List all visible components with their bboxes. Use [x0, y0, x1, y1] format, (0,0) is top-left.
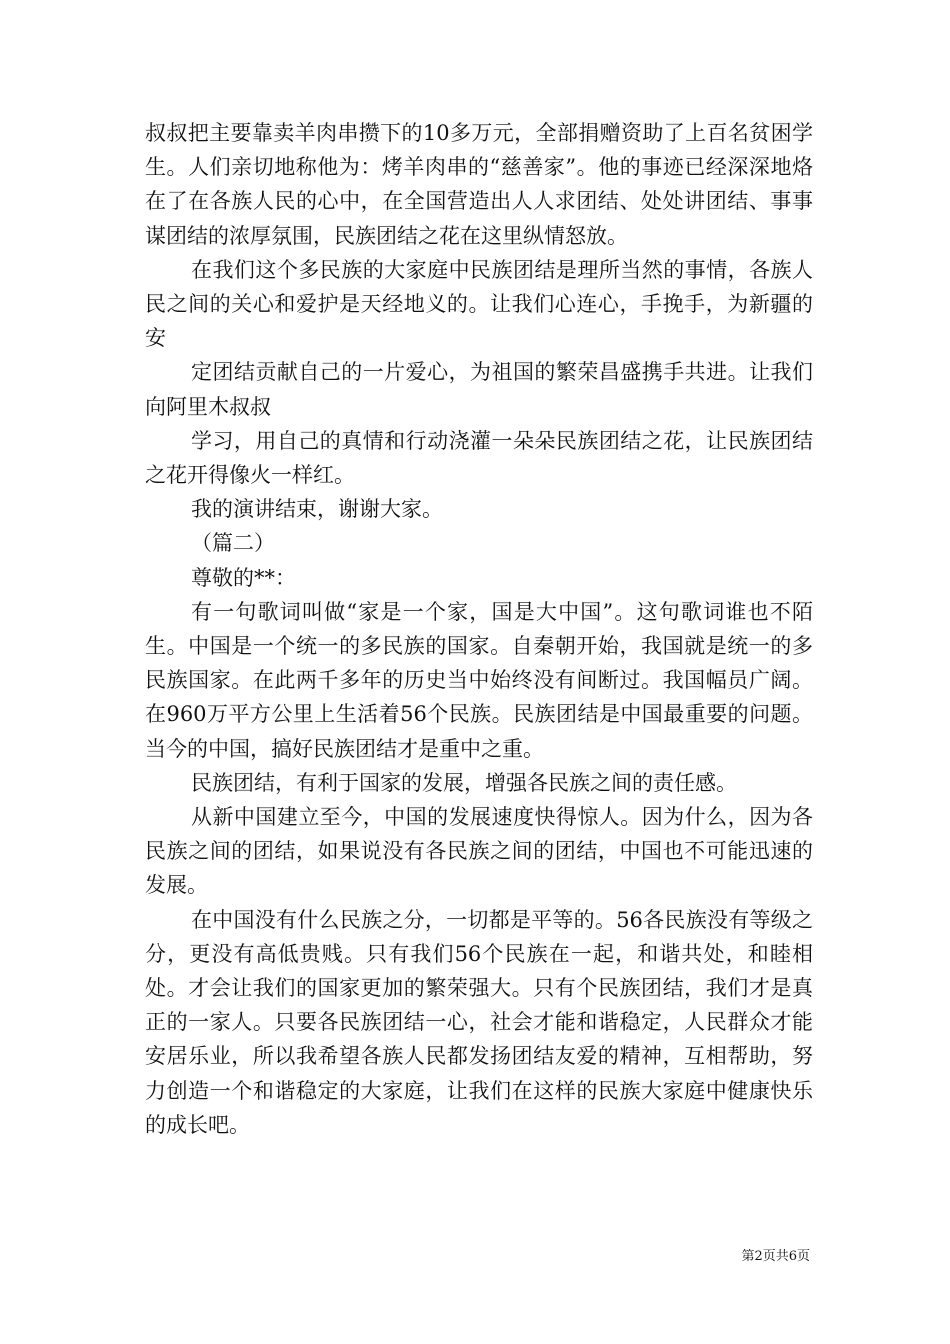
- paragraph-1: 叔叔把主要靠卖羊肉串攒下的10多万元，全部捐赠资助了上百名贫困学生。人们亲切地称他为：烤羊肉串的“慈善家”。他的事迹已经深深地烙在了在各族人民的心中，在全国营造出人人求团结、处处讲团结、事事谋团结的浓厚氛围，民族团结之花在这里纵情怒放。: [145, 121, 813, 248]
- paragraph-9: 民族团结，有利于国家的发展，增强各民族之间的责任感。: [191, 770, 737, 795]
- paragraph-8: 有一句歌词叫做“家是一个家，国是大中国”。这句歌词谁也不陌生。中国是一个统一的多民族的国家。自秦朝开始，我国就是统一的多民族国家。在此两千多年的历史当中始终没有间断过。我国幅员广阔。在960万平方公里上生活着56个民族。民族团结是中国最重要的问题。当今的中国，搞好民族团结才是重中之重。: [145, 599, 813, 761]
- paragraph-10: 从新中国建立至今，中国的发展速度快得惊人。因为什么，因为各民族之间的团结，如果说没有各民族之间的团结，中国也不可能迅速的发展。: [145, 805, 813, 898]
- paragraph-5: 我的演讲结束，谢谢大家。: [191, 497, 443, 522]
- document-body: [145, 116, 813, 1142]
- section-heading: （篇二）: [191, 531, 275, 556]
- paragraph-11: 在中国没有什么民族之分，一切都是平等的。56各民族没有等级之分，更没有高低贵贱。只有我们56个民族在一起，和谐共处，和睦相处。才会让我们的国家更加的繁荣强大。只有个民族团结，我们才是真正的一家人。只要各民族团结一心，社会才能和谐稳定，人民群众才能安居乐业，所以我希望各族人民都发扬团结友爱的精神，互相帮助，努力创造一个和谐稳定的大家庭，让我们在这样的民族大家庭中健康快乐的成长吧。: [145, 907, 813, 1137]
- page-number: 第2页共6页: [741, 1249, 810, 1264]
- salutation: 尊敬的**：: [191, 565, 296, 590]
- paragraph-4: 学习，用自己的真情和行动浇灌一朵朵民族团结之花，让民族团结之花开得像火一样红。: [145, 428, 813, 488]
- paragraph-2: 在我们这个多民族的大家庭中民族团结是理所当然的事情，各族人民之间的关心和爱护是天经地义的。让我们心连心，手挽手，为新疆的安: [145, 257, 813, 351]
- paragraph-3: 定团结贡献自己的一片爱心，为祖国的繁荣昌盛携手共进。让我们向阿里木叔叔: [145, 360, 813, 419]
